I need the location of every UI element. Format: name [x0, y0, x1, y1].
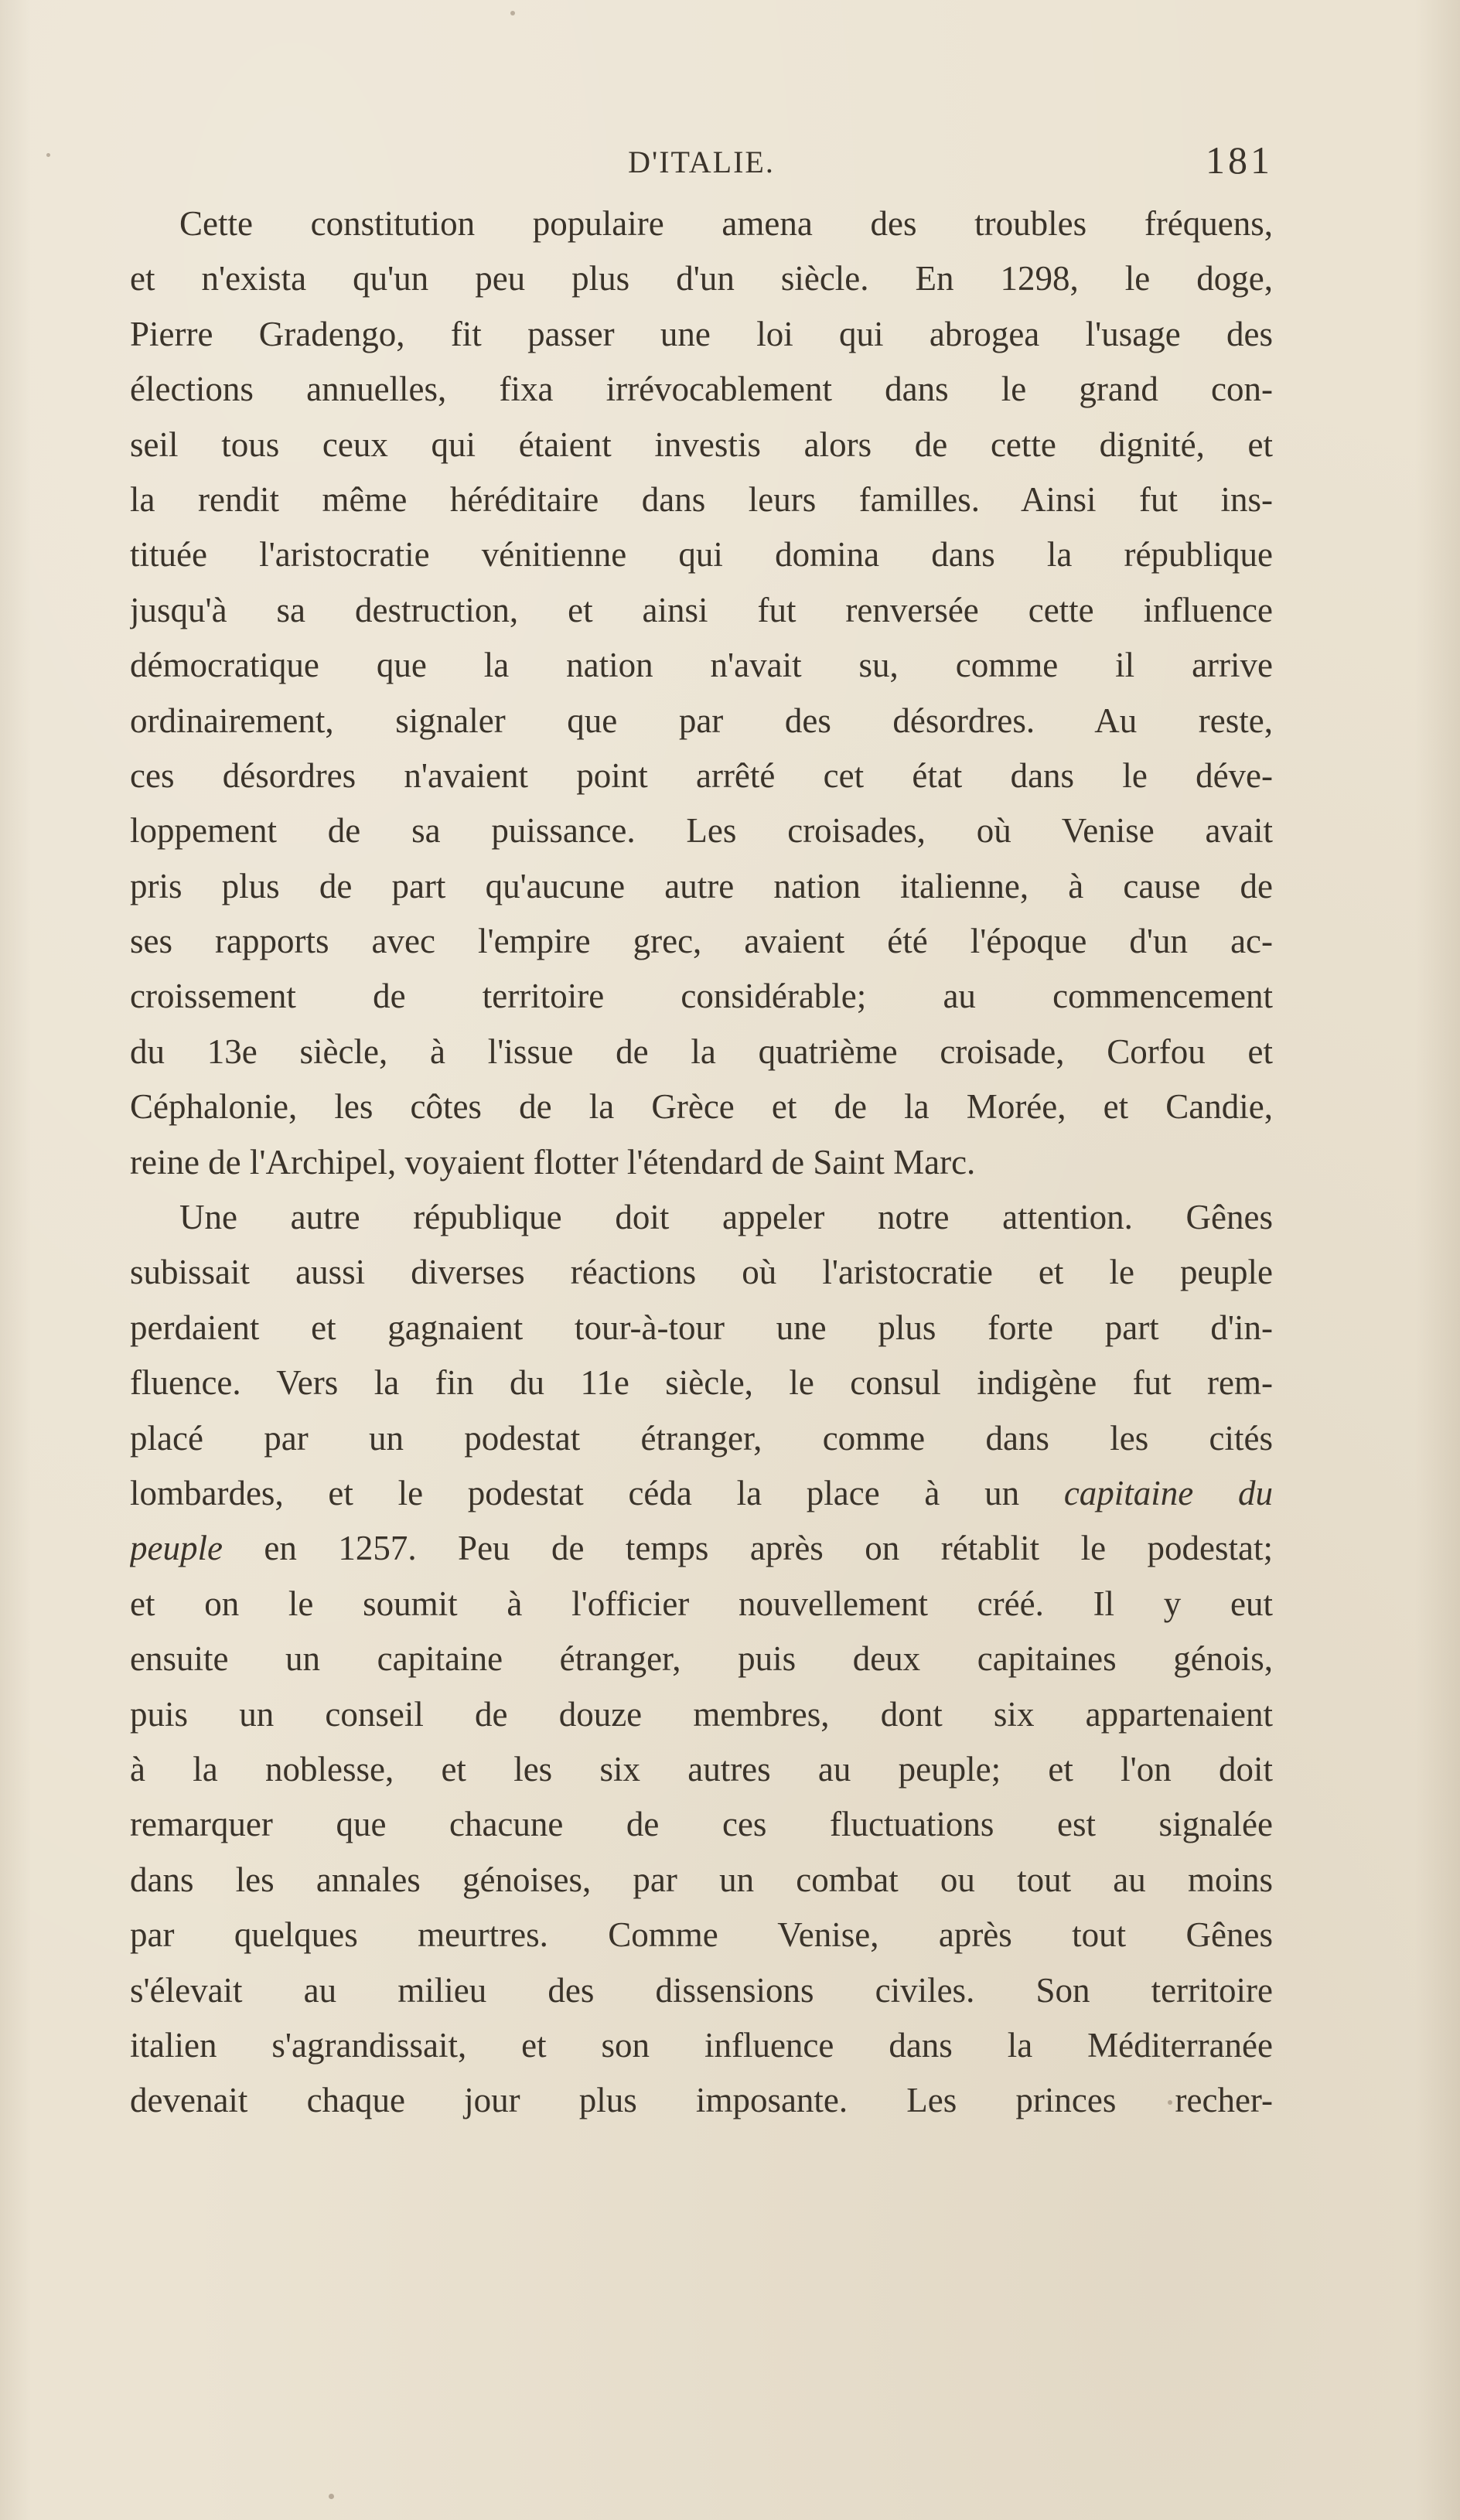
- text-segment: en 1257. Peu de temps après on rétablit le podestat;: [222, 1529, 1273, 1568]
- paper-speck: [510, 11, 515, 15]
- text-line: ses rapports avec l'empire grec, avaient été l'époque d'un ac-: [130, 922, 1273, 961]
- text-line: tituée l'aristocratie vénitienne qui domina dans la république: [130, 535, 1273, 575]
- text-line: pris plus de part qu'aucune autre nation italienne, à cause de: [130, 866, 1273, 905]
- text-line: du 13e siècle, à l'issue de la quatrième croisade, Corfou et: [130, 1032, 1273, 1071]
- text-line: puis un conseil de douze membres, dont six appartenaient: [130, 1694, 1273, 1734]
- text-line: Cette constitution populaire amena des troubles fréquens,: [179, 204, 1273, 243]
- text-line: croissement de territoire considérable; au commencement: [130, 977, 1273, 1016]
- text-line: reine de l'Archipel, voyaient flotter l'étendard de Saint Marc.: [130, 1142, 976, 1182]
- paper-speck: [329, 2494, 334, 2499]
- text-line: italien s'agrandissait, et son influence dans la Méditerranée: [130, 2025, 1273, 2065]
- text-line: remarquer que chacune de ces fluctuations est signalée: [130, 1805, 1273, 1844]
- text-line: jusqu'à sa destruction, et ainsi fut renversée cette influence: [130, 590, 1273, 629]
- italic-term: capitaine du: [1063, 1473, 1273, 1512]
- text-line: et on le soumit à l'officier nouvellement créé. Il y eut: [130, 1584, 1273, 1623]
- paper-speck: [46, 153, 50, 157]
- text-line: démocratique que la nation n'avait su, comme il arrive: [130, 646, 1273, 685]
- text-line: ordinairement, signaler que par des désordres. Au reste,: [130, 701, 1273, 740]
- text-line: devenait chaque jour plus imposante. Les princes recher-: [130, 2081, 1273, 2120]
- running-head: [130, 138, 1273, 184]
- text-line: Une autre république doit appeler notre attention. Gênes: [179, 1198, 1273, 1237]
- text-line: ces désordres n'avaient point arrêté cet état dans le déve-: [130, 755, 1273, 795]
- text-line: la rendit même héréditaire dans leurs familles. Ainsi fut ins-: [130, 479, 1273, 519]
- text-line: dans les annales génoises, par un combat ou tout au moins: [130, 1860, 1273, 1899]
- paper-speck: [1168, 2100, 1172, 2105]
- text-line: [130, 1466, 1273, 1521]
- text-line: ensuite un capitaine étranger, puis deux capitaines génois,: [130, 1639, 1273, 1679]
- text-line: Pierre Gradengo, fit passer une loi qui abrogea l'usage des: [130, 314, 1273, 353]
- page-number: 181: [1206, 138, 1273, 182]
- text-line: à la noblesse, et les six autres au peuple; et l'on doit: [130, 1749, 1273, 1789]
- text-line: fluence. Vers la fin du 11e siècle, le consul indigène fut rem-: [130, 1363, 1273, 1403]
- text-line: s'élevait au milieu des dissensions civiles. Son territoire: [130, 1970, 1273, 2010]
- text-segment: lombardes, et le podestat céda la place à un: [130, 1473, 1064, 1512]
- italic-term: peuple: [130, 1529, 223, 1568]
- text-line: Céphalonie, les côtes de la Grèce et de la Morée, et Candie,: [130, 1087, 1273, 1127]
- text-line: [130, 1521, 1273, 1576]
- text-line: et n'exista qu'un peu plus d'un siècle. En 1298, le doge,: [130, 259, 1273, 298]
- text-line: seil tous ceux qui étaient investis alors de cette dignité, et: [130, 425, 1273, 464]
- text-line: placé par un podestat étranger, comme dans les cités: [130, 1418, 1273, 1458]
- text-line: élections annuelles, fixa irrévocablement dans le grand con-: [130, 370, 1273, 409]
- running-title: D'ITALIE.: [628, 145, 775, 179]
- text-line: subissait aussi diverses réactions où l'aristocratie et le peuple: [130, 1253, 1273, 1292]
- text-line: perdaient et gagnaient tour-à-tour une plus forte part d'in-: [130, 1308, 1273, 1347]
- body-text: [130, 196, 1273, 2129]
- text-line: par quelques meurtres. Comme Venise, après tout Gênes: [130, 1915, 1273, 1955]
- text-line: loppement de sa puissance. Les croisades, où Venise avait: [130, 811, 1273, 851]
